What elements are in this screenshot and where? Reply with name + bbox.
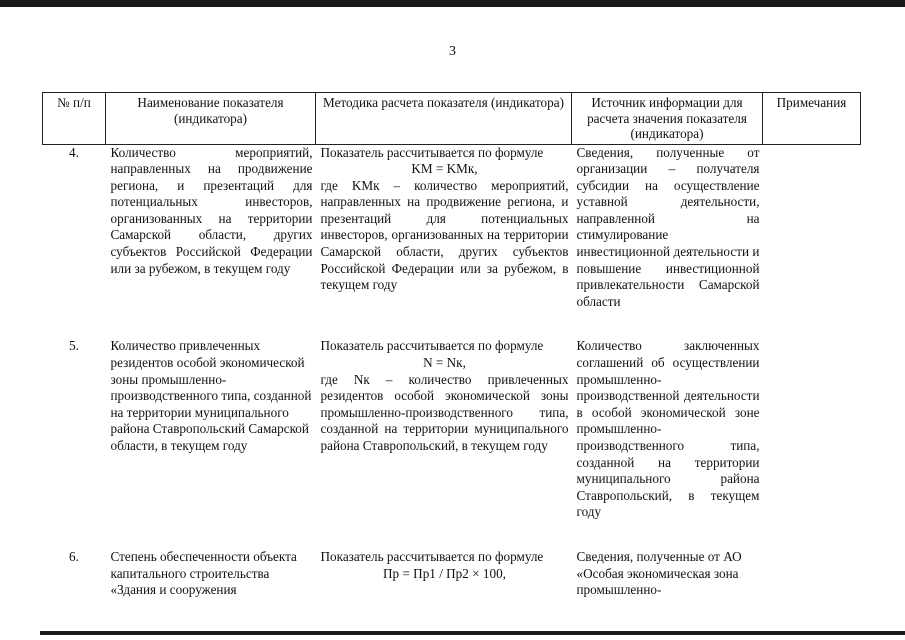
indicator-name: Степень обеспеченности объекта капитального строительства «Здания и сооружения: [110, 548, 297, 598]
header-information-source: Источник информации для расчета значения показателя (индикатора): [572, 93, 763, 145]
row-spacer: [43, 310, 861, 338]
method-formula: KM = KMк,: [411, 161, 478, 177]
notes-cell: [763, 549, 861, 599]
calculation-method: [316, 144, 572, 310]
notes-cell: [763, 338, 861, 521]
header-notes: Примечания: [763, 93, 861, 145]
table-header-row: [43, 93, 861, 145]
information-source: Сведения, полученные от АО «Особая экономическая зона промышленно-: [576, 548, 742, 598]
method-description: где KMк – количество мероприятий, направленных на продвижение региона, и презентаций для потенциальных инвесторов, организованных на территории Самарской области, других субъектов Российской Федерации или за рубежом, в текущем году: [320, 177, 569, 293]
method-intro: Показатель рассчитывается по формуле: [320, 548, 544, 564]
information-source: Сведения, полученные от организации – получателя субсидии на осуществление уставной деятельности, направленной на стимулирование инвестиционной деятельности и повышение инвестиционной привлекательности Самарской области: [576, 144, 760, 309]
method-intro: Показатель рассчитывается по формуле: [320, 338, 544, 354]
method-formula: N = Nк,: [423, 355, 466, 371]
bottom-border-line: [40, 631, 905, 635]
page-number: 3: [449, 44, 456, 59]
row-number: 6.: [69, 548, 79, 564]
indicator-name: Количество привлеченных резидентов особой экономической зоны промышленно-производственного типа, созданной на территории муниципального района Ставропольский Самарской области, в текущем году: [110, 338, 312, 453]
header-calculation-method: Методика расчета показателя (индикатора): [316, 93, 572, 145]
information-source: Количество заключенных соглашений об осуществлении промышленно-производственной деятельности в особой экономической зоне промышленно-производственного типа, созданной на территории муниципального района Ставропольский, в текущем году: [576, 338, 760, 520]
row-number: 5.: [69, 338, 79, 354]
method-intro: Показатель рассчитывается по формуле: [320, 144, 544, 160]
indicators-table: [42, 92, 861, 599]
indicator-name: Количество мероприятий, направленных на продвижение региона, и презентаций для потенциальных инвесторов, организованных на территории Самарской области, других субъектов Российской Федерации или за рубежом, в текущем году: [110, 144, 313, 276]
row-number: 4.: [69, 144, 79, 160]
table-row: [43, 338, 861, 521]
top-border-line: [0, 0, 905, 7]
table-row: [43, 549, 861, 599]
calculation-method: [316, 549, 572, 599]
method-formula: Пр = Пр1 / Пр2 × 100,: [383, 565, 506, 581]
calculation-method: [316, 338, 572, 521]
notes-cell: [763, 144, 861, 310]
method-description: где Nк – количество привлеченных резидентов особой экономической зоны промышленно-производственного типа, созданной на территории муниципального района Ставропольский, в текущем году: [320, 371, 569, 453]
row-spacer: [43, 521, 861, 549]
header-indicator-name: Наименование показателя (индикатора): [106, 93, 316, 145]
header-number: № п/п: [43, 93, 106, 145]
table-row: [43, 144, 861, 310]
